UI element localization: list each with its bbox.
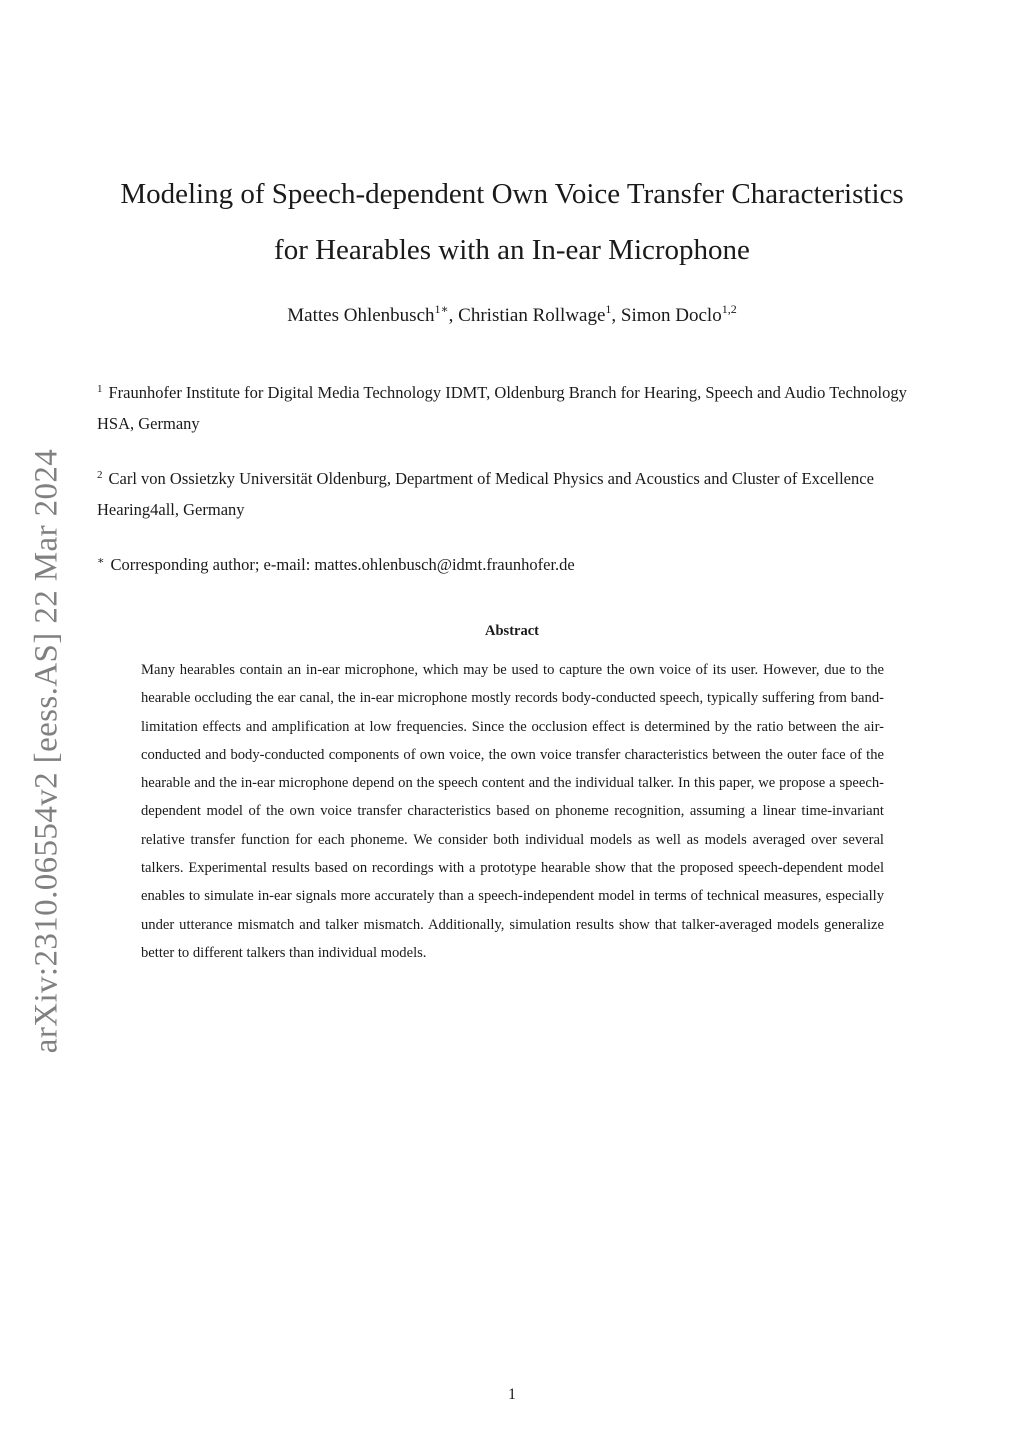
arxiv-identifier-stamp: arXiv:2310.06554v2 [eess.AS] 22 Mar 2024: [28, 448, 65, 1054]
affiliation-text: Carl von Ossietzky Universität Oldenburg, Department of Medical Physics and Acoustics and Cluster of Excellence Hearing4all, Germany: [97, 469, 874, 519]
page-number: 1: [508, 1386, 516, 1403]
affiliation-text: Fraunhofer Institute for Digital Media Technology IDMT, Oldenburg Branch for Hearing, Speech and Audio Technology HSA, Germany: [97, 383, 907, 433]
author-name: Simon Doclo: [620, 305, 722, 326]
affiliation-mark: 2: [97, 469, 103, 481]
author-separator: ,: [448, 305, 459, 326]
author-name: Mattes Ohlenbusch: [287, 305, 435, 326]
affiliation-2: [97, 463, 937, 525]
author-affiliation-mark: 1: [605, 302, 612, 316]
author-affiliation-mark: 1,2: [721, 302, 737, 316]
corresponding-mark: ∗: [97, 555, 105, 567]
abstract-body: Many hearables contain an in-ear microphone, which may be used to capture the own voice of its user. However, due to the hearable occluding the ear canal, the in-ear microphone mostly records body-conducted speech, typically suffering from band-limitation effects and amplification at low frequencies. Since the occlusion effect is determined by the ratio between the air-conducted and body-conducted components of own voice, the own voice transfer characteristics between the outer face of the hearable and the in-ear microphone depend on the speech content and the individual talker. In this paper, we propose a speech-dependent model of the own voice transfer characteristics based on phoneme recognition, assuming a linear time-invariant relative transfer function for each phoneme. We consider both individual models as well as models averaged over several talkers. Experimental results based on recordings with a prototype hearable show that the proposed speech-dependent model enables to simulate in-ear signals more accurately than a speech-independent model in terms of technical measures, especially under utterance mismatch and talker mismatch. Additionally, simulation results show that talker-averaged models generalize better to different talkers than individual models.: [141, 662, 884, 961]
author-affiliation-mark: 1∗: [434, 302, 449, 316]
abstract-heading: Abstract: [485, 623, 539, 639]
corresponding-author-note: [97, 549, 937, 580]
affiliation-mark: 1: [97, 383, 103, 395]
author-list: [70, 302, 954, 327]
paper-title-line-1: Modeling of Speech-dependent Own Voice Transfer Characteristics: [120, 178, 904, 210]
affiliation-1: [97, 377, 937, 439]
author-separator: ,: [611, 305, 621, 326]
author-name: Christian Rollwage: [458, 305, 606, 326]
paper-title-line-2: for Hearables with an In-ear Microphone: [274, 234, 750, 266]
corresponding-author-text: Corresponding author; e-mail: mattes.ohlenbusch@idmt.fraunhofer.de: [110, 555, 575, 574]
